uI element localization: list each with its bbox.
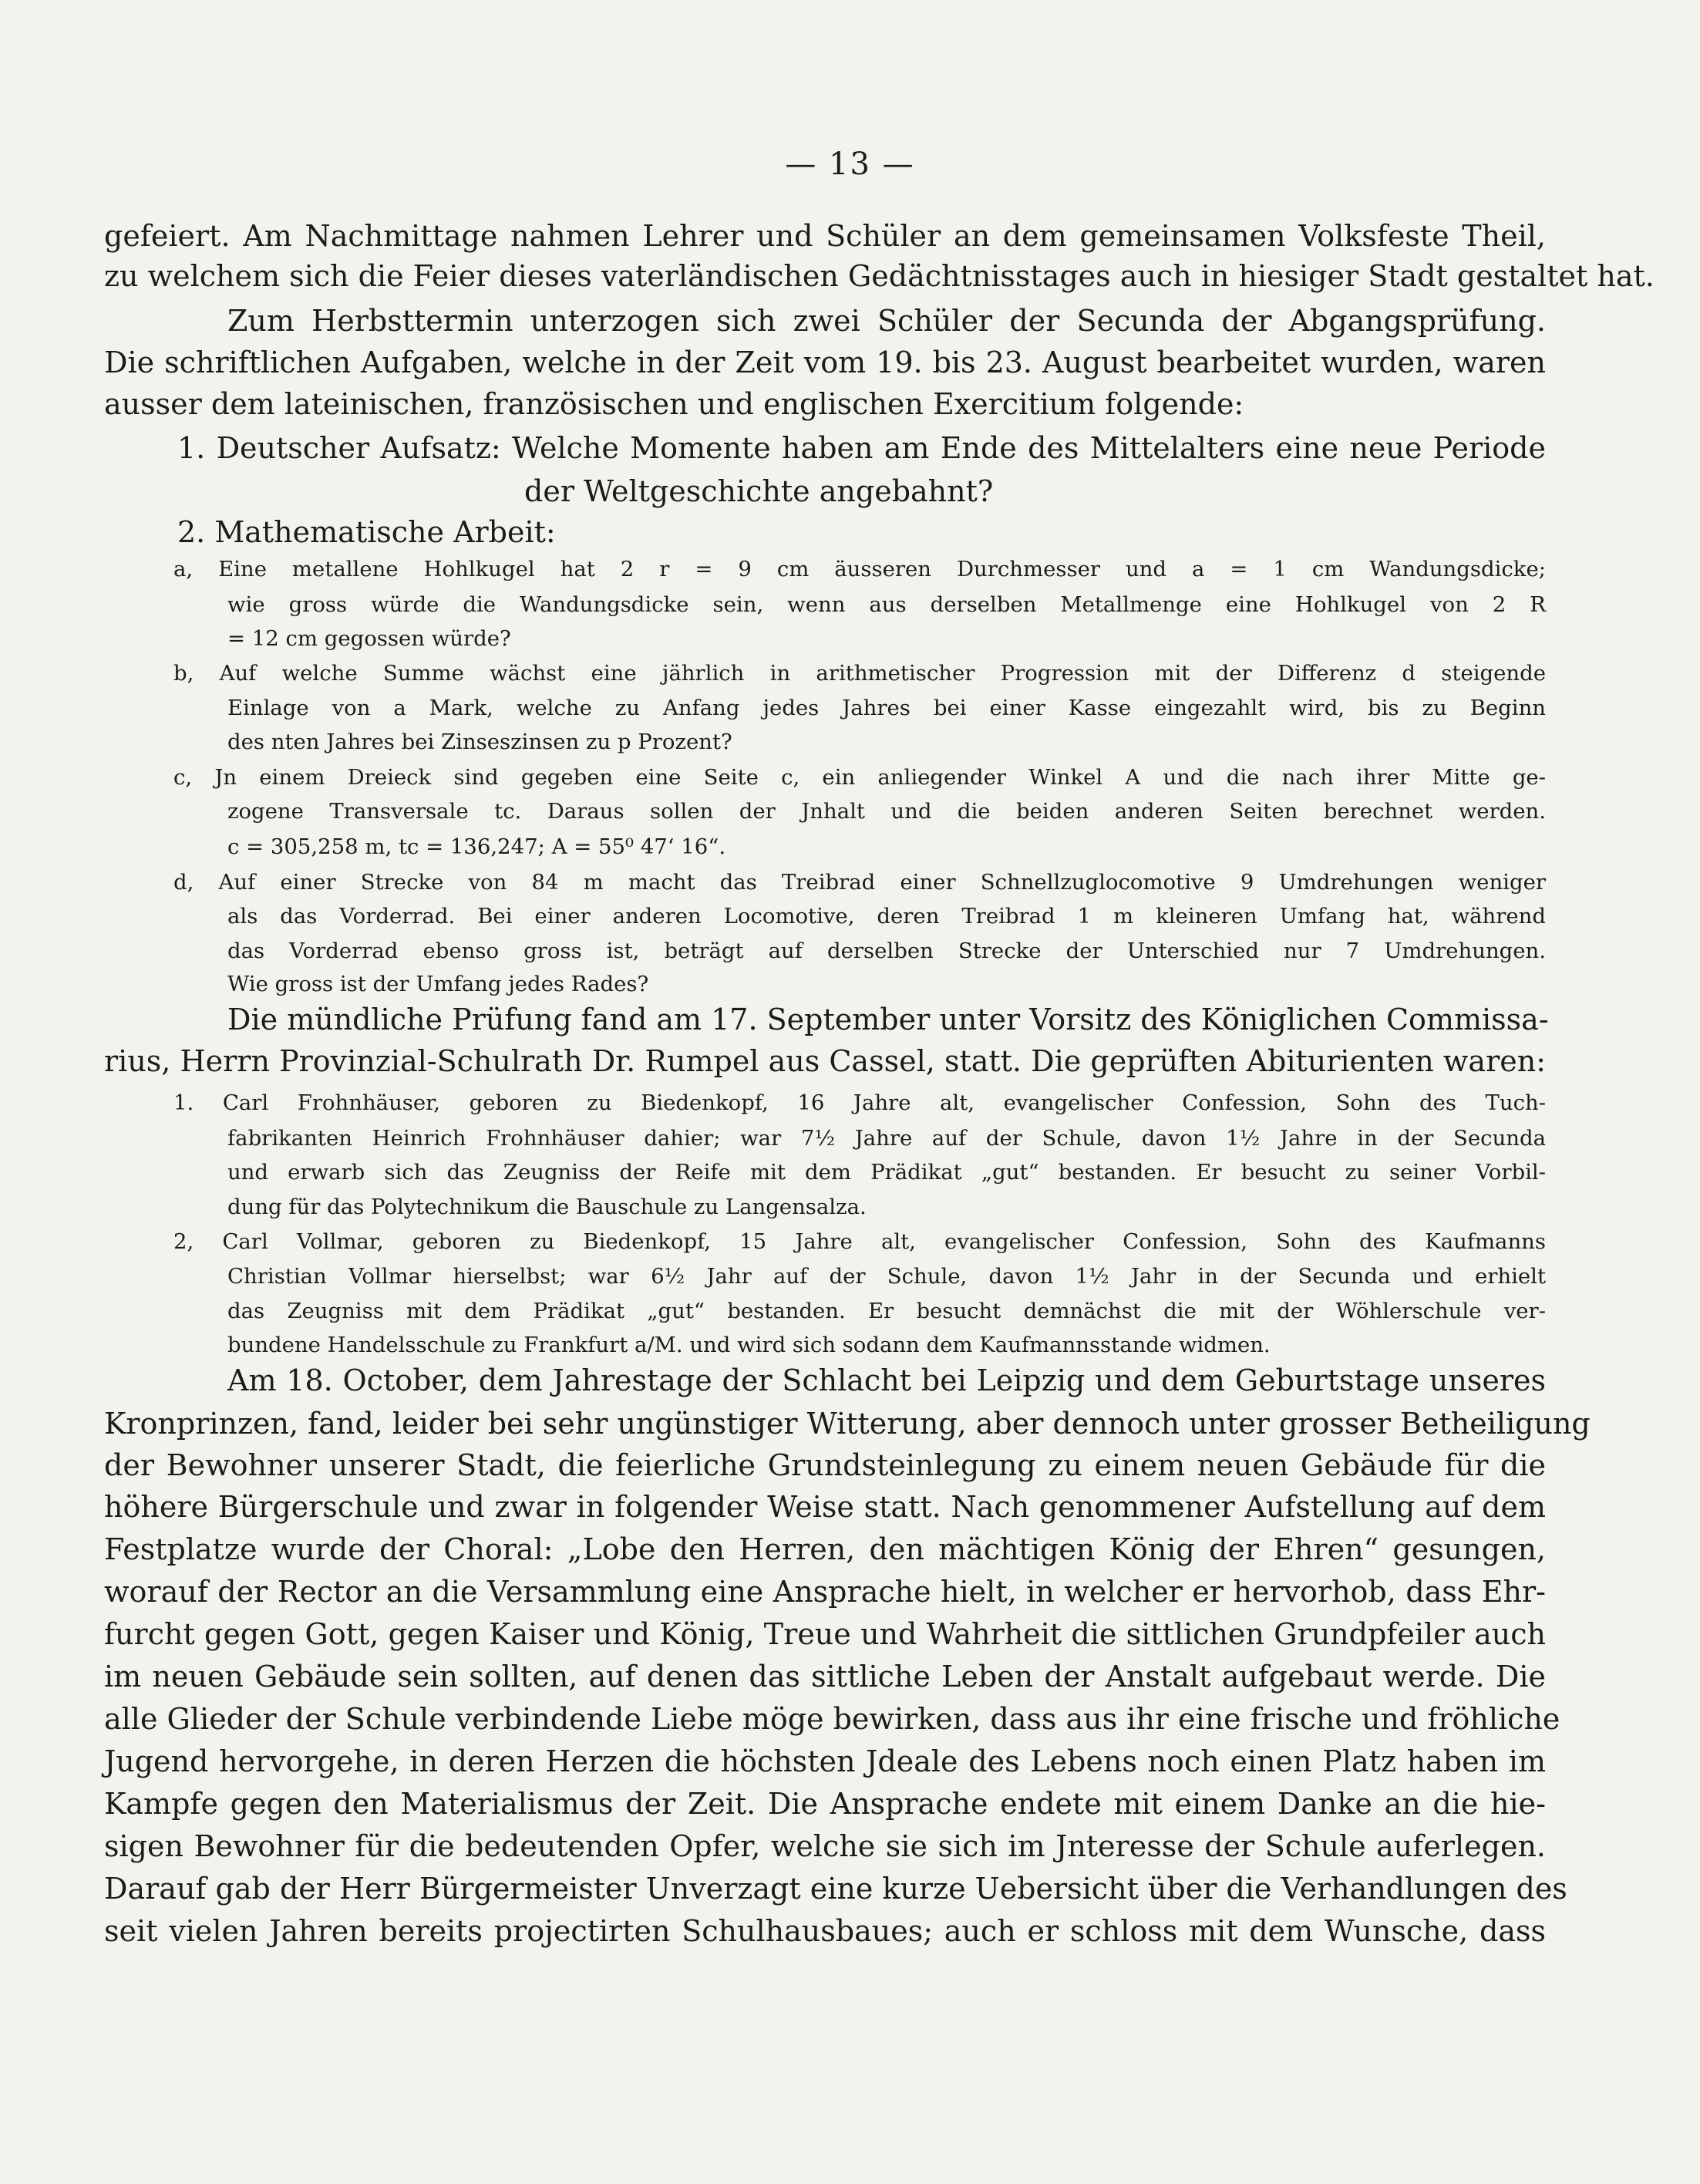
text-line: furcht gegen Gott, gegen Kaiser und König, Treue und Wahrheit die sittlichen Grundpfeiler auch (104, 1617, 1546, 1651)
text-line: alle Glieder der Schule verbindende Liebe möge bewirken, dass aus ihr eine frische und fröhliche (104, 1702, 1560, 1736)
text-line: a, Eine metallene Hohlkugel hat 2 r = 9 cm äusseren Durchmesser und a = 1 cm Wandungsdicke; (173, 557, 1546, 581)
text-line: sigen Bewohner für die bedeutenden Opfer, welche sie sich im Jnteresse der Schule auferlegen. (104, 1829, 1546, 1863)
text-line: seit vielen Jahren bereits projectirten Schulhausbaues; auch er schloss mit dem Wunsche, dass (104, 1914, 1546, 1948)
text-line: der Weltgeschichte angebahnt? (524, 474, 994, 508)
text-line: Kampfe gegen den Materialismus der Zeit. Die Ansprache endete mit einem Danke an die hie- (104, 1787, 1546, 1821)
text-line: c, Jn einem Dreieck sind gegeben eine Seite c, ein anliegender Winkel A und die nach ihrer Mitte ge- (173, 765, 1546, 790)
text-line: b, Auf welche Summe wächst eine jährlich in arithmetischer Progression mit der Differenz d steigende (173, 661, 1546, 686)
text-line: Christian Vollmar hierselbst; war 6½ Jahr auf der Schule, davon 1½ Jahr in der Secunda und erhielt (227, 1264, 1546, 1289)
text-line: höhere Bürgerschule und zwar in folgender Weise statt. Nach genommener Aufstellung auf dem (104, 1490, 1546, 1524)
text-line (104, 1955, 1546, 1994)
text-line: Die schriftlichen Aufgaben, welche in der Zeit vom 19. bis 23. August bearbeitet wurden, waren (104, 345, 1546, 379)
text-line: das Zeugniss mit dem Prädikat „gut“ bestanden. Er besucht demnächst die mit der Wöhlerschule ver- (227, 1299, 1546, 1323)
text-line: Jugend hervorgehe, in deren Herzen die höchsten Jdeale des Lebens noch einen Platz haben im (104, 1744, 1546, 1778)
text-line: worauf der Rector an die Versammlung eine Ansprache hielt, in welcher er hervorhob, dass Ehr- (104, 1575, 1546, 1609)
text-line: als das Vorderrad. Bei einer anderen Locomotive, deren Treibrad 1 m kleineren Umfang hat, während (227, 904, 1546, 929)
text-line: zu welchem sich die Feier dieses vaterländischen Gedächtnisstages auch in hiesiger Stadt gestaltet hat. (104, 259, 1655, 293)
text-line: Einlage von a Mark, welche zu Anfang jedes Jahres bei einer Kasse eingezahlt wird, bis zu Beginn (227, 696, 1546, 720)
text-line: dung für das Polytechnikum die Bauschule zu Langensalza. (227, 1195, 867, 1219)
text-line: c = 305,258 m, tc = 136,247; A = 55⁰ 47‘ 16“. (227, 834, 726, 859)
text-line: fabrikanten Heinrich Frohnhäuser dahier; war 7½ Jahre auf der Schule, davon 1½ Jahre in der Secunda (227, 1126, 1546, 1151)
text-line: im neuen Gebäude sein sollten, auf denen das sittliche Leben der Anstalt aufgebaut werde. Die (104, 1660, 1546, 1694)
text-line: 2, Carl Vollmar, geboren zu Biedenkopf, 15 Jahre alt, evangelischer Confession, Sohn des Kaufmanns (173, 1229, 1546, 1254)
text-line: zogene Transversale tc. Daraus sollen der Jnhalt und die beiden anderen Seiten berechnet werden. (227, 799, 1546, 824)
text-line: der Bewohner unserer Stadt, die feierliche Grundsteinlegung zu einem neuen Gebäude für die (104, 1448, 1546, 1482)
text-line: Kronprinzen, fand, leider bei sehr ungünstiger Witterung, aber dennoch unter grosser Betheiligung (104, 1407, 1591, 1441)
text-line: wie gross würde die Wandungsdicke sein, wenn aus derselben Metallmenge eine Hohlkugel von 2 R (227, 592, 1546, 617)
text-line: gefeiert. Am Nachmittage nahmen Lehrer und Schüler an dem gemeinsamen Volksfeste Theil, (104, 219, 1546, 253)
text-line: Zum Herbsttermin unterzogen sich zwei Schüler der Secunda der Abgangsprüfung. (227, 304, 1546, 338)
text-line: ausser dem lateinischen, französischen und englischen Exercitium folgende: (104, 387, 1244, 421)
text-line: Festplatze wurde der Choral: „Lobe den Herren, den mächtigen König der Ehren“ gesungen, (104, 1532, 1546, 1566)
text-line: und erwarb sich das Zeugniss der Reife mit dem Prädikat „gut“ bestanden. Er besucht zu seiner Vorbil- (227, 1160, 1546, 1185)
text-line: 1. Carl Frohnhäuser, geboren zu Biedenkopf, 16 Jahre alt, evangelischer Confession, Sohn des Tuch- (173, 1090, 1546, 1115)
page-number: — 13 — (785, 147, 915, 182)
text-line: Darauf gab der Herr Bürgermeister Unverzagt eine kurze Uebersicht über die Verhandlungen des (104, 1872, 1567, 1906)
text-line: Wie gross ist der Umfang jedes Rades? (227, 972, 649, 996)
text-line: Die mündliche Prüfung fand am 17. September unter Vorsitz des Königlichen Commissa- (227, 1003, 1549, 1036)
text-line: 2. Mathematische Arbeit: (177, 515, 556, 549)
text-line: 1. Deutscher Aufsatz: Welche Momente haben am Ende des Mittelalters eine neue Periode (177, 431, 1546, 465)
text-line: des nten Jahres bei Zinseszinsen zu p Prozent? (227, 730, 732, 754)
text-line: Am 18. October, dem Jahrestage der Schlacht bei Leipzig und dem Geburtstage unseres (227, 1363, 1546, 1397)
text-line: d, Auf einer Strecke von 84 m macht das Treibrad einer Schnellzuglocomotive 9 Umdrehungen weniger (173, 870, 1546, 895)
text-line: das Vorderrad ebenso gross ist, beträgt auf derselben Strecke der Unterschied nur 7 Umdrehungen. (227, 939, 1546, 963)
text-line: rius, Herrn Provinzial-Schulrath Dr. Rumpel aus Cassel, statt. Die geprüften Abiturienten waren: (104, 1044, 1546, 1078)
text-line: bundene Handelsschule zu Frankfurt a/M. und wird sich sodann dem Kaufmannsstande widmen. (227, 1333, 1271, 1357)
text-line: = 12 cm gegossen würde? (227, 626, 511, 651)
